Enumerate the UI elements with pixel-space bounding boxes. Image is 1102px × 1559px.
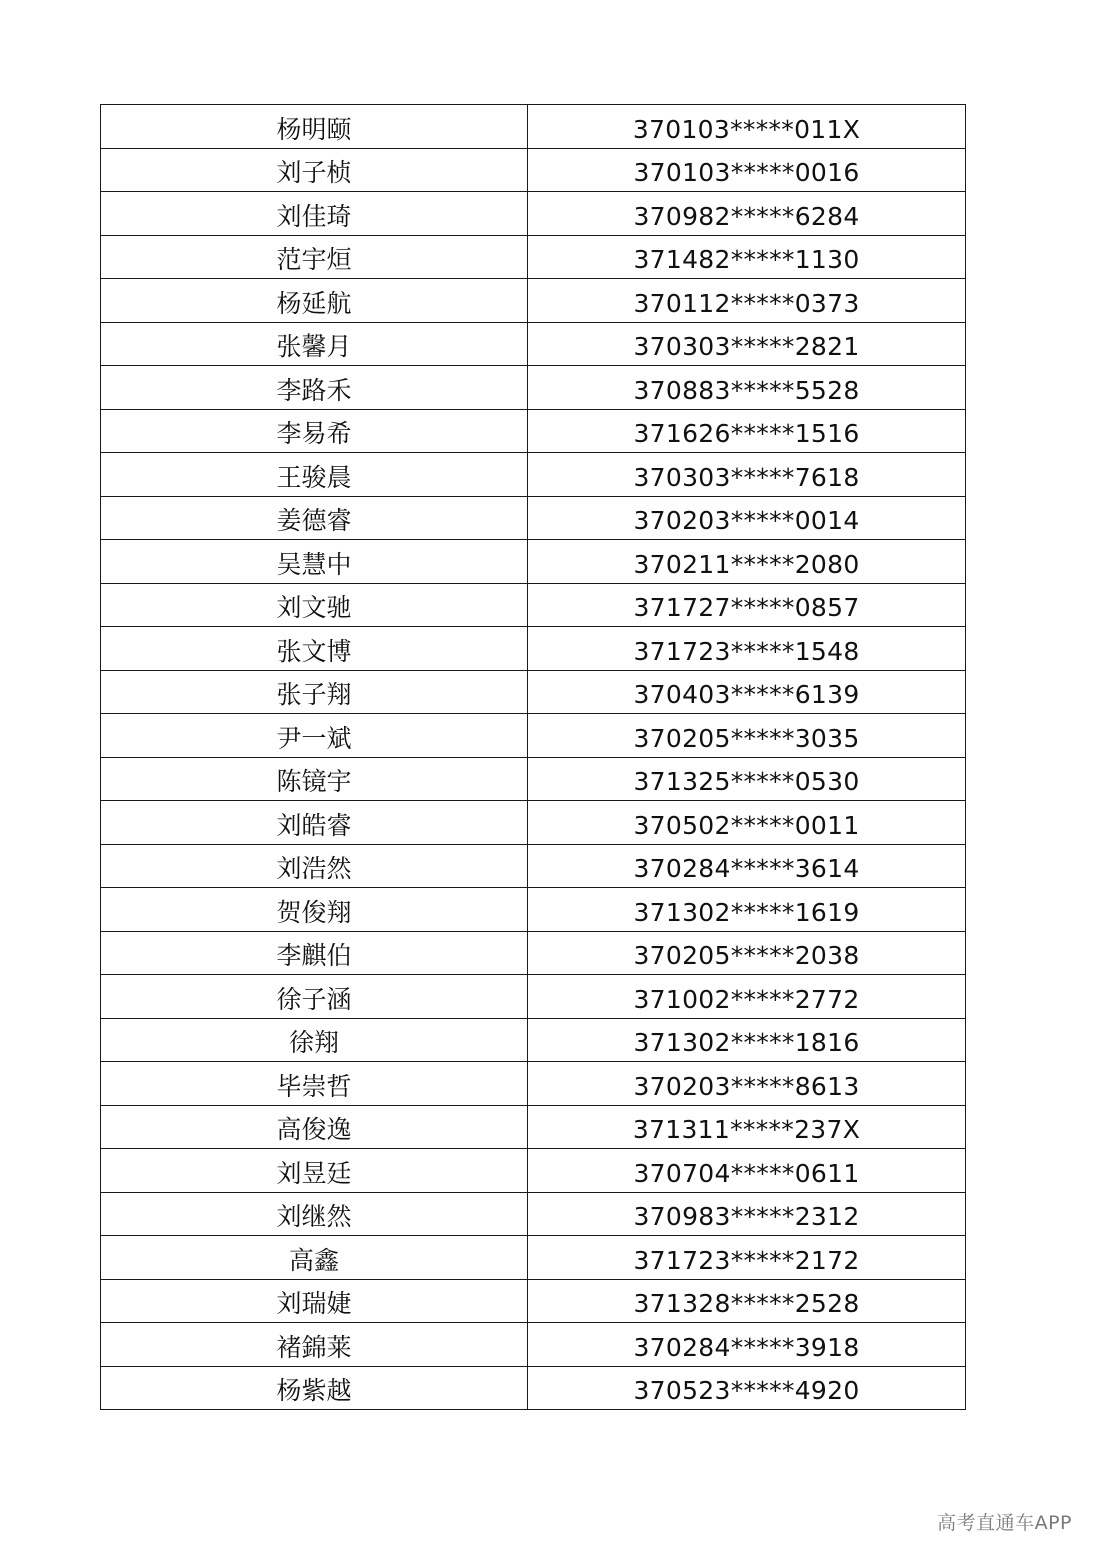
- table-row: [101, 540, 966, 584]
- table-row: [101, 366, 966, 410]
- table-row: [101, 670, 966, 714]
- table-row: [101, 1279, 966, 1323]
- id-cell: [528, 844, 966, 888]
- table-row: [101, 1018, 966, 1062]
- table-row: [101, 279, 966, 323]
- name-cell: [101, 888, 528, 932]
- student-name: 李麒伯: [276, 941, 352, 971]
- id-cell: [528, 757, 966, 801]
- student-name: 高鑫: [288, 1245, 339, 1275]
- student-name: 刘子桢: [276, 158, 352, 188]
- masked-id-number: 370203*****0014: [633, 506, 860, 536]
- table-row: [101, 1236, 966, 1280]
- masked-id-number: 371328*****2528: [633, 1289, 860, 1319]
- student-name: 刘浩然: [276, 854, 352, 884]
- masked-id-number: 370284*****3918: [633, 1332, 860, 1362]
- name-cell: [101, 1279, 528, 1323]
- masked-id-number: 370704*****0611: [633, 1158, 860, 1188]
- id-cell: [528, 583, 966, 627]
- table-row: [101, 453, 966, 497]
- table-row: [101, 409, 966, 453]
- name-cell: [101, 975, 528, 1019]
- id-cell: [528, 496, 966, 540]
- name-cell: [101, 148, 528, 192]
- table-row: [101, 714, 966, 758]
- id-cell: [528, 1279, 966, 1323]
- name-cell: [101, 1366, 528, 1410]
- masked-id-number: 371302*****1816: [633, 1028, 860, 1058]
- name-cell: [101, 1323, 528, 1367]
- name-cell: [101, 627, 528, 671]
- masked-id-number: 370403*****6139: [633, 680, 860, 710]
- table-row: [101, 757, 966, 801]
- name-cell: [101, 453, 528, 497]
- id-cell: [528, 453, 966, 497]
- masked-id-number: 371723*****2172: [633, 1245, 860, 1275]
- student-name: 陈镜宇: [276, 767, 352, 797]
- name-cell: [101, 1062, 528, 1106]
- id-cell: [528, 366, 966, 410]
- student-name: 李路禾: [276, 375, 352, 405]
- name-cell: [101, 279, 528, 323]
- masked-id-number: 370523*****4920: [633, 1376, 860, 1406]
- id-cell: [528, 801, 966, 845]
- id-cell: [528, 975, 966, 1019]
- table-row: [101, 1149, 966, 1193]
- masked-id-number: 371626*****1516: [633, 419, 860, 449]
- student-name: 王骏晨: [276, 462, 352, 492]
- student-name: 张馨月: [276, 332, 352, 362]
- student-name: 杨紫越: [276, 1376, 352, 1406]
- id-cell: [528, 409, 966, 453]
- table-row: [101, 105, 966, 149]
- table-row: [101, 931, 966, 975]
- id-cell: [528, 540, 966, 584]
- id-cell: [528, 1323, 966, 1367]
- id-cell: [528, 627, 966, 671]
- name-cell: [101, 714, 528, 758]
- table-row: [101, 148, 966, 192]
- table-row: [101, 1366, 966, 1410]
- id-cell: [528, 148, 966, 192]
- student-name: 杨延航: [276, 288, 352, 318]
- name-cell: [101, 931, 528, 975]
- masked-id-number: 370983*****2312: [633, 1202, 860, 1232]
- masked-id-number: 370883*****5528: [633, 375, 860, 405]
- id-cell: [528, 714, 966, 758]
- table-row: [101, 801, 966, 845]
- watermark-text: 高考直通车APP: [937, 1512, 1072, 1534]
- id-cell: [528, 888, 966, 932]
- id-cell: [528, 670, 966, 714]
- name-cell: [101, 409, 528, 453]
- masked-id-number: 370303*****7618: [633, 462, 860, 492]
- name-cell: [101, 583, 528, 627]
- table-row: [101, 627, 966, 671]
- id-cell: [528, 1062, 966, 1106]
- table-row: [101, 322, 966, 366]
- name-cell: [101, 1236, 528, 1280]
- name-cell: [101, 1149, 528, 1193]
- masked-id-number: 370502*****0011: [633, 810, 860, 840]
- student-name: 徐翔: [288, 1028, 339, 1058]
- student-name: 张子翔: [276, 680, 352, 710]
- masked-id-number: 371325*****0530: [633, 767, 860, 797]
- student-name: 刘文驰: [276, 593, 352, 623]
- table-row: [101, 235, 966, 279]
- student-name: 刘皓睿: [276, 810, 352, 840]
- id-cell: [528, 1236, 966, 1280]
- id-cell: [528, 235, 966, 279]
- id-cell: [528, 1366, 966, 1410]
- masked-id-number: 370211*****2080: [633, 549, 860, 579]
- name-cell: [101, 844, 528, 888]
- student-name: 李易希: [276, 419, 352, 449]
- id-cell: [528, 1018, 966, 1062]
- table-row: [101, 1062, 966, 1106]
- masked-id-number: 371311*****237X: [632, 1115, 861, 1145]
- id-cell: [528, 322, 966, 366]
- masked-id-number: 370284*****3614: [633, 854, 860, 884]
- roster-sheet: [100, 104, 965, 1410]
- name-cell: [101, 1192, 528, 1236]
- masked-id-number: 370205*****3035: [633, 723, 860, 753]
- name-cell: [101, 322, 528, 366]
- table-row: [101, 583, 966, 627]
- name-cell: [101, 366, 528, 410]
- id-cell: [528, 931, 966, 975]
- id-cell: [528, 1105, 966, 1149]
- student-name: 褚錦莱: [276, 1332, 352, 1362]
- masked-id-number: 370205*****2038: [633, 941, 860, 971]
- name-cell: [101, 540, 528, 584]
- table-row: [101, 1192, 966, 1236]
- masked-id-number: 370203*****8613: [633, 1071, 860, 1101]
- table-row: [101, 888, 966, 932]
- student-name: 尹一斌: [276, 723, 352, 753]
- student-name: 范宇烜: [276, 245, 352, 275]
- id-cell: [528, 105, 966, 149]
- table-row: [101, 496, 966, 540]
- masked-id-number: 371002*****2772: [633, 984, 860, 1014]
- table-row: [101, 1323, 966, 1367]
- id-cell: [528, 192, 966, 236]
- table-row: [101, 975, 966, 1019]
- student-name: 贺俊翔: [276, 897, 352, 927]
- id-cell: [528, 1149, 966, 1193]
- name-cell: [101, 1018, 528, 1062]
- masked-id-number: 370112*****0373: [633, 288, 860, 318]
- table-row: [101, 1105, 966, 1149]
- masked-id-number: 370103*****011X: [632, 114, 861, 144]
- student-name: 杨明颐: [276, 114, 352, 144]
- student-name: 刘佳琦: [276, 201, 352, 231]
- name-cell: [101, 757, 528, 801]
- student-name: 徐子涵: [276, 984, 352, 1014]
- roster-table-body: [101, 105, 966, 1410]
- table-row: [101, 192, 966, 236]
- name-cell: [101, 801, 528, 845]
- student-name: 刘瑞婕: [276, 1289, 352, 1319]
- student-name: 张文博: [276, 636, 352, 666]
- table-row: [101, 844, 966, 888]
- masked-id-number: 371482*****1130: [633, 245, 860, 275]
- id-cell: [528, 1192, 966, 1236]
- student-name: 刘继然: [276, 1202, 352, 1232]
- masked-id-number: 370103*****0016: [633, 158, 860, 188]
- student-name: 姜德睿: [276, 506, 352, 536]
- name-cell: [101, 670, 528, 714]
- id-cell: [528, 279, 966, 323]
- name-cell: [101, 105, 528, 149]
- name-cell: [101, 496, 528, 540]
- masked-id-number: 371727*****0857: [633, 593, 860, 623]
- masked-id-number: 370982*****6284: [633, 201, 860, 231]
- student-name: 高俊逸: [276, 1115, 352, 1145]
- student-name: 毕崇哲: [276, 1071, 352, 1101]
- masked-id-number: 371302*****1619: [633, 897, 860, 927]
- masked-id-number: 370303*****2821: [633, 332, 860, 362]
- name-cell: [101, 235, 528, 279]
- name-cell: [101, 192, 528, 236]
- student-name: 刘昱廷: [276, 1158, 352, 1188]
- student-name: 吴慧中: [276, 549, 352, 579]
- masked-id-number: 371723*****1548: [633, 636, 860, 666]
- roster-table: [100, 104, 966, 1410]
- name-cell: [101, 1105, 528, 1149]
